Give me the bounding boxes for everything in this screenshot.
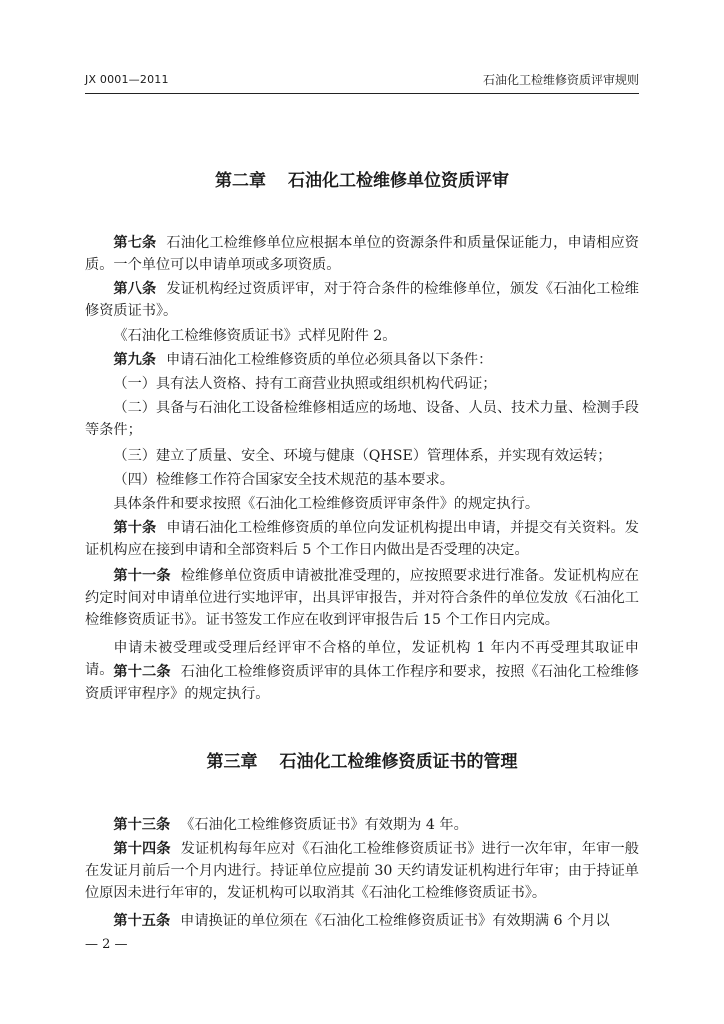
article-text: 石油化工检维修单位应根据本单位的资源条件和质量保证能力，申请相应资质。一个单位可以申请单项或多项资质。 [85, 235, 639, 273]
article-label: 第十四条 [113, 841, 171, 857]
article-text: 检维修单位资质申请被批准受理的，应按照要求进行准备。发证机构应在约定时间对申请单位进行实地评审，出具评审报告，并对符合条件的单位发放《石油化工检维修资质证书》。证书签发工作应在收到评审报告后 15 个工作日内完成。 [85, 568, 639, 628]
article-label: 第七条 [113, 235, 157, 251]
article-9 [85, 349, 639, 371]
header-divider [85, 93, 639, 94]
article-label: 第十条 [113, 520, 157, 536]
page-header [85, 73, 639, 87]
article-text: 石油化工检维修资质评审的具体工作程序和要求，按照《石油化工检维修资质评审程序》的规定执行。 [85, 664, 639, 702]
article-label: 第十三条 [113, 817, 171, 833]
chapter-3-title [85, 752, 639, 772]
article-14 [85, 838, 639, 904]
article-text: 发证机构经过资质评审，对于符合条件的检维修单位，颁发《石油化工检维修资质证书》。 [85, 281, 639, 319]
article-text: 申请石油化工检维修资质的单位必须具备以下条件： [165, 352, 493, 368]
chapter-2-number: 第二章 [215, 171, 266, 191]
condition-3 [85, 445, 639, 467]
paragraph-text: 《石油化工检维修资质证书》式样见附件 2。 [113, 328, 397, 344]
standard-code: JX 0001—2011 [85, 73, 169, 86]
paragraph-text: 具体条件和要求按照《石油化工检维修资质评审条件》的规定执行。 [113, 496, 540, 512]
article-8 [85, 278, 639, 322]
condition-text: （一）具有法人资格、持有工商营业执照或组织机构代码证； [113, 376, 497, 392]
article-12 [85, 661, 639, 705]
article-text: 申请换证的单位须在《石油化工检维修资质证书》有效期满 6 个月以 [180, 913, 610, 929]
condition-4 [85, 469, 639, 491]
article-label: 第十一条 [113, 568, 171, 584]
page-number: — 2 — [85, 937, 128, 952]
article-15 [85, 910, 639, 932]
article-label: 第十五条 [113, 913, 171, 929]
condition-text: （三）建立了质量、安全、环境与健康（QHSE）管理体系，并实现有效运转； [113, 448, 612, 464]
article-text: 发证机构每年应对《石油化工检维修资质证书》进行一次年审，年审一般在发证月前后一个月内进行。持证单位应提前 30 天约请发证机构进行年审；由于持证单位原因未进行年审的，发证机构可以取消其《石油化工检维修资质证书》。 [85, 841, 639, 901]
condition-1 [85, 373, 639, 395]
paragraph-text: 申请未被受理或受理后经评审不合格的单位，发证机构 1 年内不再受理其取证申请。 [85, 640, 639, 678]
chapter-3-number: 第三章 [206, 752, 258, 772]
chapter-2-name: 石油化工检维修单位资质评审 [288, 171, 509, 191]
article-label: 第九条 [113, 352, 156, 368]
article-10 [85, 517, 639, 561]
article-7 [85, 232, 639, 276]
chapter-3-name: 石油化工检维修资质证书的管理 [279, 752, 518, 772]
article-11 [85, 565, 639, 631]
article-label: 第八条 [113, 281, 157, 297]
document-title: 石油化工检维修资质评审规则 [482, 73, 639, 87]
paragraph-certificate-sample [85, 325, 639, 347]
condition-2 [85, 397, 639, 441]
chapter-2-title [85, 171, 639, 191]
article-text: 《石油化工检维修资质证书》有效期为 4 年。 [180, 817, 468, 833]
condition-text: （二）具备与石油化工设备检维修相适应的场地、设备、人员、技术力量、检测手段等条件； [85, 400, 639, 438]
article-label: 第十二条 [113, 664, 171, 680]
paragraph-specific-conditions [85, 493, 639, 515]
condition-text: （四）检维修工作符合国家安全技术规范的基本要求。 [113, 472, 454, 488]
article-13 [85, 814, 639, 836]
article-text: 申请石油化工检维修资质的单位向发证机构提出申请，并提交有关资料。发证机构应在接到申请和全部资料后 5 个工作日内做出是否受理的决定。 [85, 520, 639, 558]
